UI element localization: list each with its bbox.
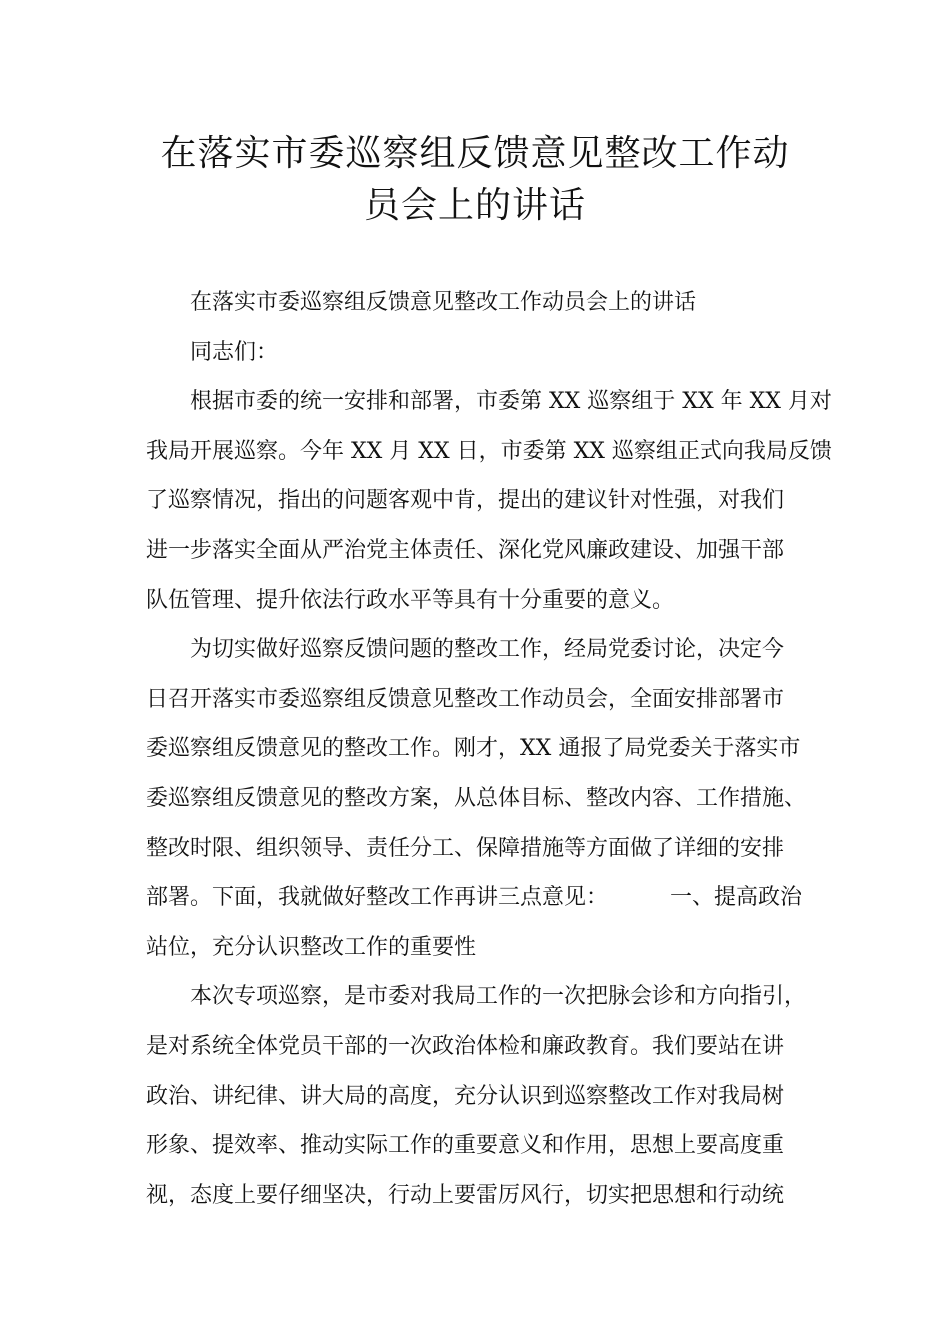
body-line [146, 873, 816, 923]
document-body [146, 278, 832, 1220]
body-line [146, 774, 816, 824]
body-line-text: 同志们： [190, 339, 279, 365]
body-line [146, 476, 816, 526]
body-line-text: 政治、讲纪律、讲大局的高度，充分认识到巡察整改工作对我局树 [146, 1083, 785, 1109]
body-line [146, 724, 816, 774]
body-line-text: 本次专项巡察，是市委对我局工作的一次把脉会诊和方向指引， [190, 984, 807, 1010]
body-line [146, 972, 816, 1022]
body-line-text: 根据市委的统一安排和部署，市委第 XX 巡察组于 XX 年 XX 月对 [190, 389, 832, 415]
body-line-text: 站位，充分认识整改工作的重要性 [146, 934, 477, 960]
document-title [120, 128, 830, 232]
body-line [146, 1121, 816, 1171]
body-line [146, 625, 816, 675]
body-line-text: 为切实做好巡察反馈问题的整改工作，经局党委讨论，决定今 [190, 637, 785, 663]
body-line [146, 377, 832, 427]
title-line: 员会上的讲话 [363, 185, 586, 226]
body-line-text: 了巡察情况，指出的问题客观中肯，提出的建议针对性强，对我们 [146, 488, 785, 514]
body-line-text: 形象、提效率、推动实际工作的重要意义和作用，思想上要高度重 [146, 1133, 785, 1159]
body-line-text: 在落实市委巡察组反馈意见整改工作动员会上的讲话 [190, 290, 697, 315]
body-line-text: 进一步落实全面从严治党主体责任、深化党风廉政建设、加强干部 [146, 537, 785, 563]
body-line [146, 923, 816, 973]
body-line-text: 整改时限、组织领导、责任分工、保障措施等方面做了详细的安排 [146, 835, 785, 861]
title-line: 在落实市委巡察组反馈意见整改工作动 [160, 133, 790, 174]
body-line [146, 1171, 816, 1221]
body-line [146, 576, 816, 626]
body-line [146, 526, 816, 576]
body-line-text: 是对系统全体党员干部的一次政治体检和廉政教育。我们要站在讲 [146, 1033, 785, 1059]
body-line-text: 视，态度上要仔细坚决，行动上要雷厉风行，切实把思想和行动统 [146, 1182, 785, 1208]
body-line [146, 675, 816, 725]
body-line-text: 日召开落实市委巡察组反馈意见整改工作动员会，全面安排部署市 [146, 686, 785, 712]
body-line [146, 1022, 816, 1072]
body-line-text: 队伍管理、提升依法行政水平等具有十分重要的意义。 [146, 587, 675, 613]
body-line-text: 委巡察组反馈意见的整改方案，从总体目标、整改内容、工作措施、 [146, 785, 807, 811]
section-heading-start: 一、提高政治 [670, 885, 803, 911]
body-line-text: 委巡察组反馈意见的整改工作。刚才，XX 通报了局党委关于落实市 [146, 736, 801, 762]
body-line [146, 824, 816, 874]
body-line-text: 我局开展巡察。今年 XX 月 XX 日，市委第 XX 巡察组正式向我局反馈 [146, 438, 832, 464]
body-line-text: 部署。下面，我就做好整改工作再讲三点意见： [146, 885, 609, 911]
body-line [146, 427, 832, 477]
body-line [146, 328, 816, 378]
body-line [146, 278, 816, 328]
body-line [146, 1072, 816, 1122]
